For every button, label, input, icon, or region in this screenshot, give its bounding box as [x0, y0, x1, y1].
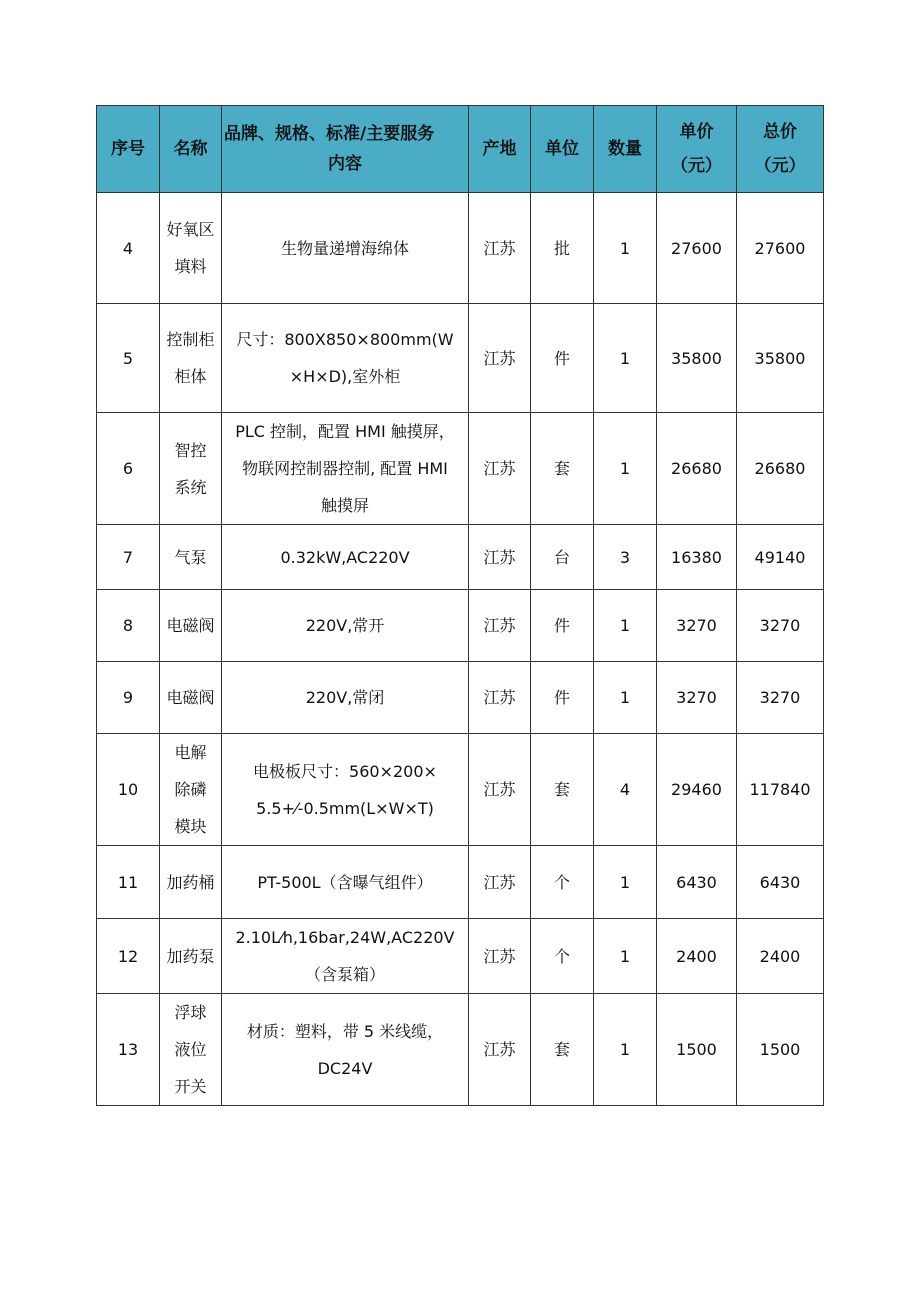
cell-qty: 4: [594, 734, 657, 846]
cell-unit: 台: [531, 525, 594, 590]
cell-unit-price: 27600: [657, 193, 737, 304]
header-origin: 产地: [469, 106, 531, 193]
cell-spec: [222, 525, 469, 590]
cell-name: [160, 304, 222, 413]
header-row: [97, 106, 824, 193]
cell-origin: 江苏: [469, 193, 531, 304]
cell-name-line: 电解: [174, 743, 207, 762]
cell-name-line: 开关: [174, 1077, 207, 1096]
cell-name-line: 除磷: [174, 780, 207, 799]
cell-origin: 江苏: [469, 994, 531, 1106]
cell-total: 2400: [737, 919, 824, 994]
cell-name: [160, 525, 222, 590]
cell-unit: 件: [531, 304, 594, 413]
cell-spec-line: 材质：塑料，带 5 米线缆，: [246, 1021, 444, 1041]
cell-name-line: 模块: [174, 817, 207, 836]
cell-spec-line: ×H×D),室外柜: [289, 367, 401, 386]
cell-spec-line: 0.32kW,AC220V: [280, 547, 410, 567]
cell-spec-line: 尺寸：800X850×800mm(W: [236, 330, 454, 349]
header-unit-price-line2: （元）: [671, 156, 722, 176]
cell-unit: 套: [531, 734, 594, 846]
cell-spec: [222, 734, 469, 846]
cell-qty: 1: [594, 846, 657, 919]
header-qty: 数量: [594, 106, 657, 193]
header-name: 名称: [160, 106, 222, 193]
cell-total: 35800: [737, 304, 824, 413]
cell-spec: [222, 413, 469, 525]
cell-name-line: 浮球: [174, 1003, 207, 1022]
table-row: [97, 846, 824, 919]
cell-name: [160, 994, 222, 1106]
cell-qty: 1: [594, 193, 657, 304]
cell-spec-line: 220V,常闭: [305, 688, 385, 707]
cell-spec: [222, 919, 469, 994]
header-spec-line2: 内容: [328, 154, 362, 174]
cell-name-line: 电磁阀: [166, 616, 215, 635]
cell-seq: 8: [97, 590, 160, 662]
cell-spec: [222, 662, 469, 734]
cell-spec: [222, 304, 469, 413]
cell-total: 26680: [737, 413, 824, 525]
cell-spec: [222, 193, 469, 304]
cell-name: [160, 919, 222, 994]
cell-unit: 套: [531, 994, 594, 1106]
header-unit-price: [657, 106, 737, 193]
table-row: [97, 193, 824, 304]
cell-unit-price: 6430: [657, 846, 737, 919]
table-row: [97, 525, 824, 590]
table-row: [97, 304, 824, 413]
cell-unit-price: 3270: [657, 590, 737, 662]
cell-qty: 1: [594, 413, 657, 525]
cell-unit-price: 2400: [657, 919, 737, 994]
cell-seq: 13: [97, 994, 160, 1106]
cell-name: [160, 846, 222, 919]
cell-seq: 5: [97, 304, 160, 413]
table-row: [97, 590, 824, 662]
cell-spec-line: 触摸屏: [320, 496, 369, 515]
cell-name-line: 系统: [174, 477, 207, 497]
header-spec: [222, 106, 469, 193]
cell-seq: 9: [97, 662, 160, 734]
cell-unit-price: 29460: [657, 734, 737, 846]
cell-unit-price: 3270: [657, 662, 737, 734]
cell-spec: [222, 994, 469, 1106]
cell-name: [160, 590, 222, 662]
cell-name-line: 加药桶: [166, 872, 215, 892]
cell-seq: 12: [97, 919, 160, 994]
cell-name: [160, 662, 222, 734]
cell-total: 117840: [737, 734, 824, 846]
cell-spec-line: DC24V: [317, 1058, 373, 1078]
cell-unit: 套: [531, 413, 594, 525]
cell-unit-price: 16380: [657, 525, 737, 590]
cell-unit: 个: [531, 846, 594, 919]
cell-unit: 个: [531, 919, 594, 994]
price-table: [96, 105, 824, 1106]
cell-qty: 1: [594, 919, 657, 994]
table-body: [97, 193, 824, 1106]
header-unit: 单位: [531, 106, 594, 193]
cell-spec: [222, 846, 469, 919]
cell-total: 3270: [737, 590, 824, 662]
header-total-line1: 总价: [763, 122, 797, 142]
cell-origin: 江苏: [469, 919, 531, 994]
cell-qty: 1: [594, 994, 657, 1106]
cell-seq: 4: [97, 193, 160, 304]
cell-total: 6430: [737, 846, 824, 919]
cell-name-line: 加药泵: [166, 946, 215, 966]
cell-spec: [222, 590, 469, 662]
cell-name-line: 智控: [174, 440, 207, 460]
table-row: [97, 662, 824, 734]
cell-name-line: 气泵: [174, 547, 207, 567]
cell-spec-line: （含泵箱）: [304, 965, 385, 984]
cell-seq: 10: [97, 734, 160, 846]
cell-total: 49140: [737, 525, 824, 590]
cell-seq: 6: [97, 413, 160, 525]
cell-spec-line: PT-500L（含曝气组件）: [257, 872, 433, 892]
cell-origin: 江苏: [469, 734, 531, 846]
cell-qty: 1: [594, 304, 657, 413]
header-unit-price-line1: 单价: [679, 122, 714, 142]
cell-spec-line: 2.10L⁄h,16bar,24W,AC220V: [235, 928, 455, 947]
table-row: [97, 919, 824, 994]
cell-name-line: 电磁阀: [166, 688, 215, 707]
cell-unit-price: 26680: [657, 413, 737, 525]
cell-qty: 1: [594, 590, 657, 662]
cell-seq: 11: [97, 846, 160, 919]
cell-spec-line: 5.5+⁄-0.5mm(L×W×T): [256, 798, 434, 818]
cell-origin: 江苏: [469, 846, 531, 919]
cell-total: 27600: [737, 193, 824, 304]
cell-name-line: 液位: [174, 1040, 207, 1059]
cell-name: [160, 734, 222, 846]
cell-spec-line: PLC 控制，配置 HMI 触摸屏，: [235, 422, 455, 441]
cell-spec-line: 生物量递增海绵体: [280, 238, 409, 258]
cell-spec-line: 220V,常开: [305, 616, 385, 635]
cell-name: [160, 413, 222, 525]
cell-unit-price: 1500: [657, 994, 737, 1106]
cell-origin: 江苏: [469, 413, 531, 525]
cell-qty: 3: [594, 525, 657, 590]
cell-unit-price: 35800: [657, 304, 737, 413]
table-row: [97, 413, 824, 525]
cell-origin: 江苏: [469, 590, 531, 662]
cell-name-line: 好氧区: [166, 220, 215, 239]
cell-name-line: 填料: [174, 257, 207, 276]
cell-seq: 7: [97, 525, 160, 590]
header-total-line2: （元）: [754, 156, 806, 176]
cell-spec-line: 电极板尺寸：560×200×: [253, 761, 437, 781]
cell-total: 1500: [737, 994, 824, 1106]
header-total: [737, 106, 824, 193]
cell-unit: 件: [531, 662, 594, 734]
cell-total: 3270: [737, 662, 824, 734]
cell-name-line: 柜体: [174, 367, 207, 386]
cell-origin: 江苏: [469, 662, 531, 734]
table-row: [97, 994, 824, 1106]
cell-origin: 江苏: [469, 304, 531, 413]
cell-spec-line: 物联网控制器控制, 配置 HMI: [242, 459, 448, 478]
header-seq: 序号: [97, 106, 160, 193]
cell-origin: 江苏: [469, 525, 531, 590]
cell-qty: 1: [594, 662, 657, 734]
table-row: [97, 734, 824, 846]
header-spec-line1: 品牌、规格、标准/主要服务: [224, 124, 435, 144]
cell-name-line: 控制柜: [166, 330, 215, 349]
cell-unit: 件: [531, 590, 594, 662]
cell-name: [160, 193, 222, 304]
cell-unit: 批: [531, 193, 594, 304]
